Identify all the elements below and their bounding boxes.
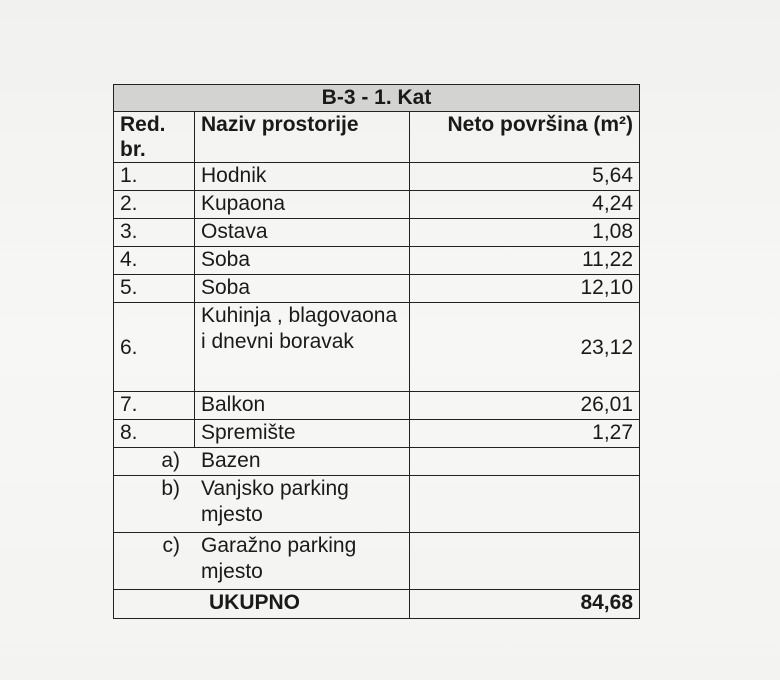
row-number: 3. xyxy=(114,219,195,247)
row-area: 12,10 xyxy=(410,275,640,303)
table-row xyxy=(114,219,640,247)
row-area: 26,01 xyxy=(410,392,640,420)
row-room-name: Kupaona xyxy=(195,191,410,219)
row-room-name: Soba xyxy=(195,275,410,303)
row-room-name: Balkon xyxy=(195,392,410,420)
extra-area xyxy=(410,533,640,590)
extra-letter: b) xyxy=(114,476,195,533)
total-label: UKUPNO xyxy=(114,590,410,619)
extra-name: Vanjsko parking mjesto xyxy=(195,476,410,533)
row-room-name: Ostava xyxy=(195,219,410,247)
header-neto-povrsina: Neto površina (m²) xyxy=(410,112,640,163)
row-area: 4,24 xyxy=(410,191,640,219)
row-room-name: Hodnik xyxy=(195,163,410,191)
row-area: 5,64 xyxy=(410,163,640,191)
row-room-name: Soba xyxy=(195,247,410,275)
extra-row xyxy=(114,448,640,476)
table-row xyxy=(114,303,640,392)
row-number: 6. xyxy=(114,303,195,392)
table-title: B-3 - 1. Kat xyxy=(114,85,640,112)
row-number: 4. xyxy=(114,247,195,275)
extra-letter: c) xyxy=(114,533,195,590)
header-red-br: Red. br. xyxy=(114,112,195,163)
table-title-row xyxy=(114,85,640,112)
total-row xyxy=(114,590,640,619)
total-area: 84,68 xyxy=(410,590,640,619)
extra-name: Bazen xyxy=(195,448,410,476)
extra-letter: a) xyxy=(114,448,195,476)
row-area: 1,27 xyxy=(410,420,640,448)
row-number: 1. xyxy=(114,163,195,191)
table-header-row xyxy=(114,112,640,163)
table-row xyxy=(114,191,640,219)
table-row xyxy=(114,275,640,303)
row-number: 7. xyxy=(114,392,195,420)
row-number: 2. xyxy=(114,191,195,219)
table-row xyxy=(114,392,640,420)
table-row xyxy=(114,420,640,448)
row-area: 23,12 xyxy=(410,303,640,392)
row-area: 1,08 xyxy=(410,219,640,247)
extra-area xyxy=(410,476,640,533)
extra-row xyxy=(114,533,640,590)
row-number: 8. xyxy=(114,420,195,448)
row-number: 5. xyxy=(114,275,195,303)
table-row xyxy=(114,163,640,191)
area-table xyxy=(113,84,640,619)
table-row xyxy=(114,247,640,275)
row-room-name: Spremište xyxy=(195,420,410,448)
row-area: 11,22 xyxy=(410,247,640,275)
extra-area xyxy=(410,448,640,476)
header-naziv: Naziv prostorije xyxy=(195,112,410,163)
row-room-name: Kuhinja , blagovaona i dnevni boravak xyxy=(195,303,410,392)
extra-row xyxy=(114,476,640,533)
extra-name: Garažno parking mjesto xyxy=(195,533,410,590)
